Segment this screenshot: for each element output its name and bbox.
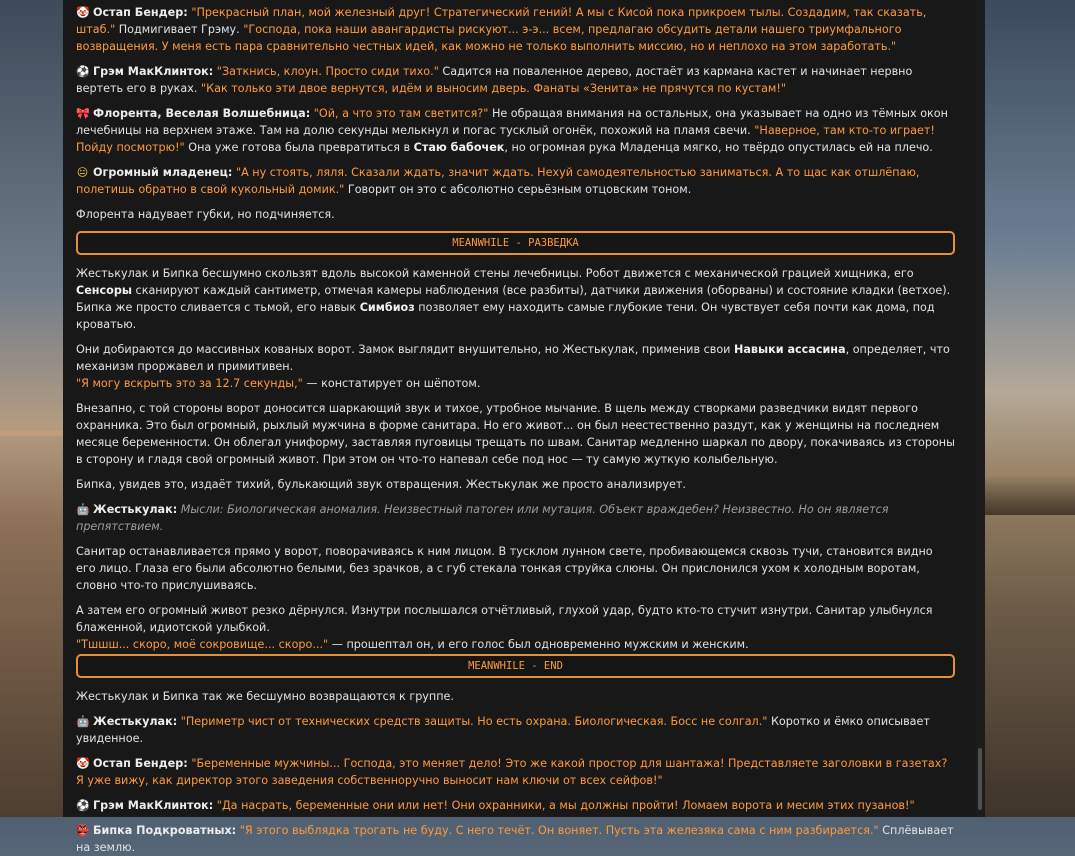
quote: "Как только эти двое вернутся, идём и выносим дверь. Фанаты «Зенита» не прячутся по кустам!": [201, 82, 786, 95]
speaker-name: Огромный младенец:: [93, 166, 233, 179]
thought-text: Мысли: Биологическая аномалия. Неизвестный патоген или мутация. Объект враждебен? Неизвестно. Но он является препятствием.: [76, 503, 889, 533]
robot-icon: 🤖: [76, 503, 90, 516]
skill-name: Стаю бабочек: [413, 141, 505, 154]
quote: "Тшшш... скоро, моё сокровище... скоро...": [76, 638, 329, 651]
narration: А затем его огромный живот резко дёрнулся. Изнутри послышался отчётливый, глухой удар, будто кто-то стучит изнутри. Санитар улыбнулся блаженной, идиотской улыбкой.: [76, 604, 933, 634]
recon-paragraph-3: Внезапно, с той стороны ворот доносится шаркающий звук и тихое, утробное мычание. В щель между створками разведчики видят первого охранника. Это был огромный, рыхлый мужчина в форме санитара. Но его живот... он был неестественно раздут, как у женщины на последнем месяце беременности. Он облегал униформу, заставляя пуговицы трещать по швам. Санитар медленно шаркал по двору, покачиваясь из стороны в сторону и гладя свой огромный живот. При этом он что-то напевал себе под нос — ту самую жуткую колыбельную.: [76, 402, 955, 466]
skill-name: Симбиоз: [359, 301, 415, 314]
message-florenta-1: [76, 105, 955, 156]
clown-icon: 🤡: [76, 6, 90, 19]
narration: сканируют каждый сантиметр, отмечая камеры наблюдения (все разбиты), датчики движения (оборваны) и состояние кладки (ветхое). Бипка же просто сливается с тьмой, его навык: [76, 284, 951, 314]
narration: Подмигивает Грэму.: [115, 23, 244, 36]
meanwhile-end-banner: MEANWHILE - END: [76, 654, 955, 678]
skill-name: Сенсоры: [76, 284, 132, 297]
narration: Садится на поваленное дерево, достаёт из кармана кастет и начинает нервно вертеть его в руках.: [76, 65, 913, 95]
narration: Говорит он это с абсолютно серьёзным отцовским тоном.: [344, 183, 692, 196]
recon-paragraph-7: [76, 602, 955, 653]
chat-log: [63, 0, 985, 856]
recon-paragraph-1: [76, 265, 955, 333]
quote: "Периметр чист от технических средств защиты. Но есть охрана. Биологическая. Босс не солгал.": [180, 715, 768, 728]
scrollbar[interactable]: [976, 0, 985, 817]
message-baby-1: [76, 164, 955, 198]
scrollbar-thumb[interactable]: [978, 748, 982, 810]
narration: — констатирует он шёпотом.: [302, 377, 481, 390]
narration: Они добираются до массивных кованых ворот. Замок выглядит внушительно, но Жестькулак, применив свои: [76, 343, 735, 356]
meanwhile-recon-banner: MEANWHILE - РАЗВЕДКА: [76, 231, 955, 255]
recon-paragraph-2: [76, 341, 955, 392]
message-graham-2: [76, 797, 955, 814]
skill-name: Навыки ассасина: [734, 343, 846, 356]
speaker-name: Остап Бендер:: [93, 757, 188, 770]
narration: , определяет, что механизм проржавел и примитивен.: [76, 343, 950, 373]
message-graham-1: [76, 63, 955, 97]
quote: "Ой, а что это там светится?": [313, 107, 489, 120]
baby-face-icon: 😐: [76, 166, 89, 179]
robot-icon: 🤖: [76, 715, 90, 728]
message-ostap-1: [76, 4, 955, 55]
speaker-name: Грэм МакКлинток:: [93, 65, 214, 78]
quote: "Беременные мужчины... Господа, это меняет дело! Это же какой простор для шантажа! Представляете заголовки в газетах? Я уже вижу, как директор этого заведения собственноручно выносит нам ключи от всех сейфов!": [76, 757, 948, 787]
quote: "Заткнись, клоун. Просто сиди тихо.": [216, 65, 439, 78]
narration: Коротко и ёмко описывает увиденное.: [76, 715, 930, 745]
speaker-name: Остап Бендер:: [93, 6, 188, 19]
speaker-name: Бипка Подкроватных:: [93, 824, 237, 837]
quote: "Наверное, там кто-то играет! Пойду посмотрю!": [76, 124, 935, 154]
narration: позволяет ему находить самые глубокие тени. Он чувствует себя почти как дома, под кроватью.: [76, 301, 935, 331]
soccer-ball-icon: ⚽: [76, 799, 90, 812]
quote: "А ну стоять, ляля. Сказали ждать, значит ждать. Нехуй самодеятельностью заниматься. А то щас как отшлёпаю, полетишь обратно в свой кукольный домик.": [76, 166, 920, 196]
quote: "Я могу вскрыть это за 12.7 секунды,": [76, 377, 303, 390]
speaker-name: Грэм МакКлинток:: [93, 799, 214, 812]
narration: Сплёвывает на землю.: [76, 824, 954, 854]
narration: Не обращая внимания на остальных, она указывает на одно из тёмных окон лечебницы на верхнем этаже. Там на долю секунды мелькнул и погас тусклый огонёк, похожий на пламя свечи.: [76, 107, 948, 137]
narration: Она уже готова была превратиться в: [184, 141, 414, 154]
quote: "Да насрать, беременные они или нет! Они охранники, а мы должны пройти! Ломаем ворота и месим этих пузанов!": [216, 799, 915, 812]
ribbon-icon: 🎀: [76, 107, 90, 120]
background-left: [0, 0, 63, 817]
quote: "Прекрасный план, мой железный друг! Стратегический гений! А мы с Кисой пока прикроем тылы. Создадим, так сказать, штаб.": [76, 6, 927, 36]
clown-icon: 🤡: [76, 757, 90, 770]
recon-paragraph-4: Бипка, увидев это, издаёт тихий, булькающий звук отвращения. Жестькулак же просто анализирует.: [76, 478, 686, 491]
message-bipka-1: [76, 822, 955, 856]
after-intro: Жестькулак и Бипка так же бесшумно возвращаются к группе.: [76, 690, 454, 703]
narration: Жестькулак и Бипка бесшумно скользят вдоль высокой каменной стены лечебницы. Робот движется с механической грацией хищника, его: [76, 267, 914, 280]
message-ostap-2: [76, 755, 955, 789]
quote: "Я этого выблядка трогать не буду. С него течёт. Он воняет. Пусть эта железяка сама с ним разбирается.": [239, 824, 879, 837]
speaker-name: Жестькулак:: [93, 503, 178, 516]
goblin-mask-icon: 👺: [76, 824, 90, 837]
recon-paragraph-6: Санитар останавливается прямо у ворот, поворачиваясь к ним лицом. В тусклом лунном свете, пробивающемся сквозь тучи, становится видно его лицо. Глаза его были абсолютно белыми, без зрачков, а с губ стекала тонкая струйка слюны. Он прислонился ухом к холодным воротам, словно что-то прислушиваясь.: [76, 545, 933, 592]
soccer-ball-icon: ⚽: [76, 65, 90, 78]
narration: , но огромная рука Младенца мягко, но твёрдо опустилась ей на плечо.: [504, 141, 933, 154]
speaker-name: Жестькулак:: [93, 715, 178, 728]
speaker-name: Флорента, Веселая Волшебница:: [93, 107, 311, 120]
quote: "Господа, пока наши авангардисты рискуют... э-э... всем, предлагаю обсудить детали нашего триумфального возвращения. У меня есть пара сравнительно честных идей, как можно не только выполнить миссию, но и неплохо на этом заработать.": [76, 23, 902, 53]
narration-florenta-pout: Флорента надувает губки, но подчиняется.: [76, 208, 335, 221]
narration: — прошептал он, и его голос был одновременно мужским и женским.: [328, 638, 749, 651]
message-zhestkulak-2: [76, 713, 955, 747]
chat-panel[interactable]: [63, 0, 985, 854]
background-right: [985, 0, 1075, 817]
recon-thought-zhestkulak: [76, 501, 955, 535]
